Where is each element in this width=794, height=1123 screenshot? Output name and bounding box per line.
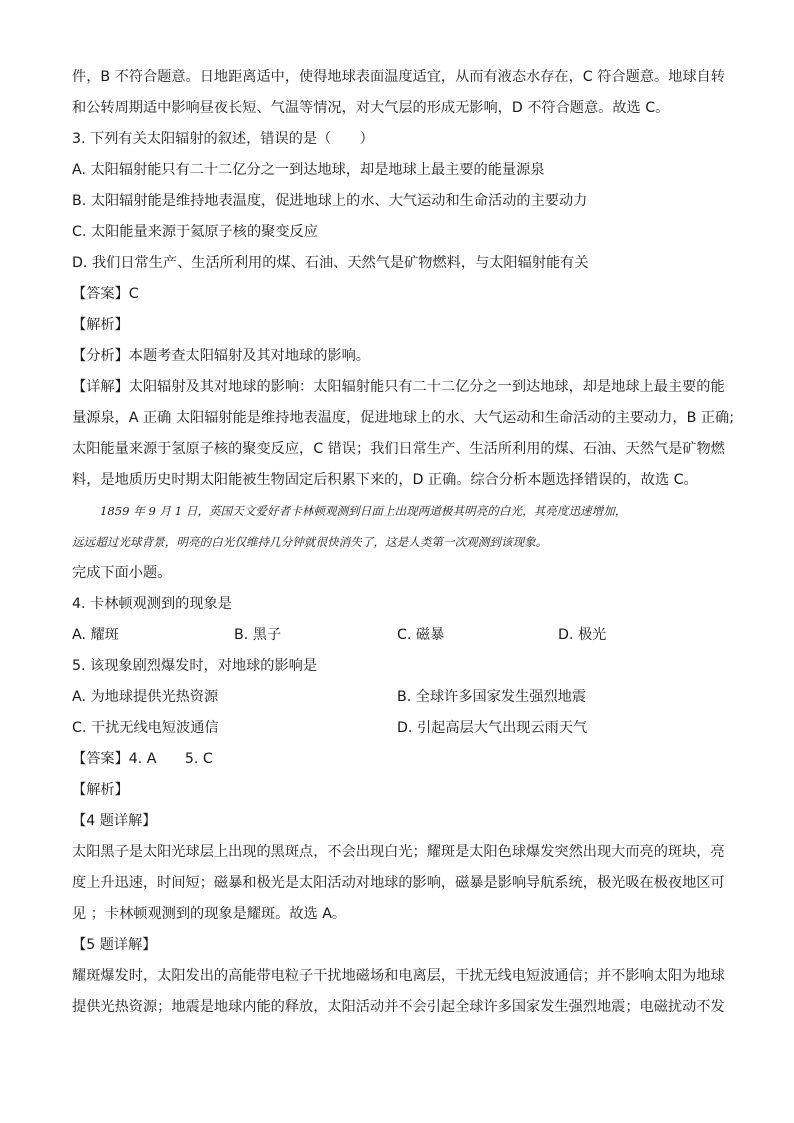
q5-detail-title: 【5 题详解】 [72,937,157,953]
q4-detail-title: 【4 题详解】 [72,813,157,829]
text-line: 和公转周期适中影响昼夜长短、气温等情况，对大气层的形成无影响，D 不符合题意。故选 C。 [72,100,670,116]
q5-detail-line: 耀斑爆发时，太阳发出的高能带电粒子干扰地磁场和电离层，干扰无线电短波通信；并不影响太阳为地球 [72,968,725,984]
q4-detail-line: 度上升迅速，时间短；磁暴和极光是太阳活动对地球的影响，磁暴是影响导航系统，极光吸在极夜地区可 [72,875,725,891]
question-4-stem: 4. 卡林顿观测到的现象是 [72,596,232,612]
question-5-stem: 5. 该现象剧烈爆发时，对地球的影响是 [72,658,318,674]
q4-detail-line: 太阳黑子是太阳光球层上出现的黑斑点，不会出现白光；耀斑是太阳色球爆发突然出现大而亮的斑块，亮 [72,844,725,860]
q45-answer: 【答案】4. A 5. C [72,751,213,767]
document-page [72,62,735,1023]
q3-answer: 【答案】C [72,286,139,302]
q5-option-a: A. 为地球提供光热资源 [72,689,219,705]
q3-fenxi: 【分析】本题考查太阳辐射及其对地球的影响。 [72,348,370,364]
q5-detail-line: 提供光热资源；地震是地球内能的释放，太阳活动并不会引起全球许多国家发生强烈地震；电磁扰动不发 [72,999,725,1015]
q3-detail-line: 量源泉，A 正确 太阳辐射能是维持地表温度，促进地球上的水、大气运动和生命活动的主要动力，B 正确; [72,410,735,426]
text-line: 件，B 不符合题意。日地距离适中，使得地球表面温度适宜，从而有液态水存在，C 符合题意。地球自转 [72,69,725,85]
q3-option-d: D. 我们日常生产、生活所利用的煤、石油、天然气是矿物燃料，与太阳辐射能有关 [72,255,589,271]
q4-option-b: B. 黑子 [234,627,282,643]
material-line: 1859 年 9 月 1 日，英国天文爱好者卡林顿观测到日面上出现两道极其明亮的白光，其亮度迅速增加， [100,504,627,518]
q5-option-b: B. 全球许多国家发生强烈地震 [397,689,587,705]
q4-options [72,620,722,651]
q4-option-c: C. 磁暴 [397,627,445,643]
q5-options-row-1 [72,682,722,713]
instruction: 完成下面小题。 [72,565,172,581]
q5-option-c: C. 干扰无线电短波通信 [72,720,219,736]
q45-analysis-label: 【解析】 [72,782,129,798]
q4-detail-line: 见 ；卡林顿观测到的现象是耀斑。故选 A。 [72,906,347,922]
q3-detail-line: 太阳能量来源于氢原子核的聚变反应，C 错误；我们日常生产、生活所利用的煤、石油、天然气是矿物燃 [72,441,725,457]
q5-option-d: D. 引起高层大气出现云雨天气 [397,720,588,736]
q3-option-a: A. 太阳辐射能只有二十二亿分之一到达地球，却是地球上最主要的能量源泉 [72,162,545,178]
q3-detail-line: 料，是地质历史时期太阳能被生物固定后积累下来的，D 正确。综合分析本题选择错误的，故选 C。 [72,472,698,488]
q3-option-c: C. 太阳能量来源于氦原子核的聚变反应 [72,224,318,240]
q4-option-a: A. 耀斑 [72,627,119,643]
q3-option-b: B. 太阳辐射能是维持地表温度，促进地球上的水、大气运动和生命活动的主要动力 [72,193,588,209]
question-3-stem: 3. 下列有关太阳辐射的叙述，错误的是（ ） [72,131,374,147]
q3-detail-line: 【详解】太阳辐射及其对地球的影响：太阳辐射能只有二十二亿分之一到达地球，却是地球上最主要的能 [72,379,725,395]
q3-analysis-label: 【解析】 [72,317,129,333]
material-line: 远远超过光球背景，明亮的白光仅维持几分钟就很快消失了，这是人类第一次观测到该现象。 [72,535,548,549]
q4-option-d: D. 极光 [558,627,607,643]
q5-options-row-2 [72,713,722,744]
